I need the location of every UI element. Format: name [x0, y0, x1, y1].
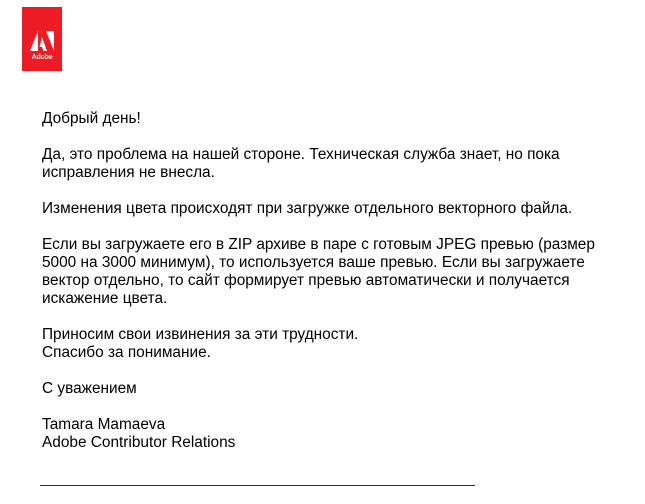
- paragraph-3-line-1: Если вы загружаете его в ZIP архиве в паре с готовым JPEG превью (размер: [42, 236, 595, 253]
- logo-wordmark: Adobe: [31, 54, 53, 61]
- signature: [42, 416, 622, 452]
- greeting: Добрый день!: [42, 110, 141, 127]
- signature-name: Tamara Mamaeva: [42, 416, 166, 433]
- paragraph-1-line-1: Да, это проблема на нашей стороне. Техническая служба знает, но пока: [42, 146, 560, 163]
- signature-team: Adobe Contributor Relations: [42, 434, 236, 451]
- paragraph-4-line-1: Приносим свои извинения за эти трудности.: [42, 326, 359, 343]
- footer-divider: [40, 485, 475, 486]
- paragraph-3-line-3: вектор отдельно, то сайт формирует превью автоматически и получается: [42, 272, 570, 289]
- paragraph-1-line-2: исправления не внесла.: [42, 164, 215, 181]
- paragraph-4: [42, 326, 622, 362]
- paragraph-2: Изменения цвета происходят при загружке отдельного векторного файла.: [42, 200, 573, 217]
- closing: С уважением: [42, 380, 137, 397]
- email-body: [42, 110, 622, 470]
- paragraph-3: [42, 236, 622, 308]
- paragraph-3-line-4: искажение цвета.: [42, 290, 168, 307]
- paragraph-3-line-2: 5000 на 3000 минимум), то используется ваше превью. Если вы загружаете: [42, 254, 585, 271]
- adobe-a-icon: [30, 31, 54, 51]
- paragraph-4-line-2: Спасибо за понимание.: [42, 344, 211, 361]
- paragraph-1: [42, 146, 622, 182]
- adobe-logo: [22, 7, 62, 71]
